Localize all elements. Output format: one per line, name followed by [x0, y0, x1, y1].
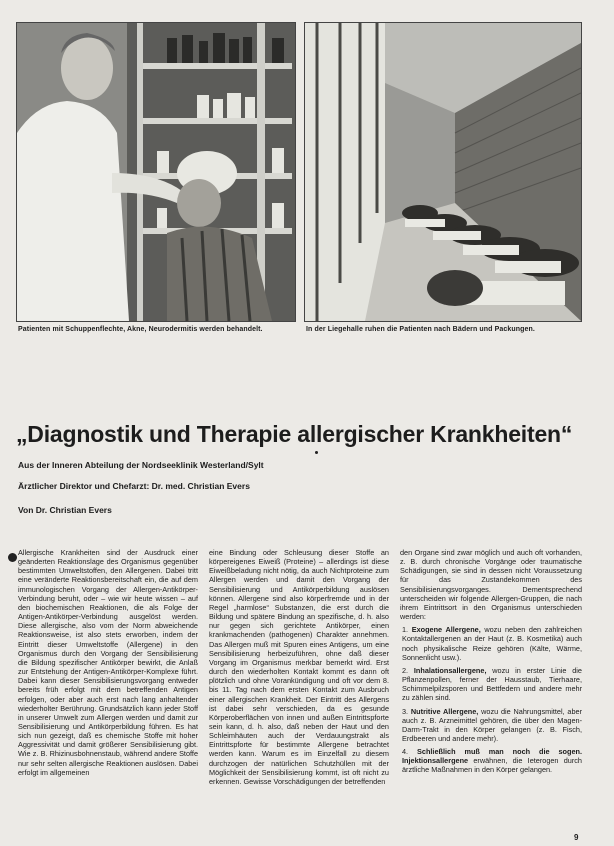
- author-line: Von Dr. Christian Evers: [18, 505, 112, 515]
- list-lead: Exogene Allergene,: [411, 625, 481, 635]
- page-number: 9: [574, 833, 579, 842]
- list-number: 1.: [402, 625, 409, 635]
- list-lead: Schließlich muß man noch die sogen. Injektionsallergene: [402, 747, 582, 766]
- list-lead: Nutritive Allergene,: [410, 706, 479, 716]
- director-line: Ärztlicher Direktor und Chefarzt: Dr. med. Christian Evers: [18, 481, 250, 491]
- paragraph: eine Bindung oder Schleusung dieser Stoffe an körpereigenes Eiweiß (Proteine) – allerdings ist diese Eiweißbeladung nicht nötig, da auch Nichtproteine zum Allergen werden und damit den Vorgang der Sensibilisierung und Antikörperbildung auslösen können. Allergene sind also körperfremde und in der Regel „harmlose“ Substanzen, die erst durch die Bildung und spätere Bindung an spezifische, d. h. also nur gegen sich gerichtete Antikörper, einen krankmachenden (pathogenen) Charakter annehmen. Das Allergen muß mit Spuren eines Antigens, um eine Sensibilisierung herbeizuführen, ohne daß dieser Vorgang im Organismus merkbar bemerkt wird. Erst durch den wiederholten Kontakt kommt es dann oft plötzlich und ohne Vorankündigung und oft vor dem 8. bis 11. Tag nach dem ersten Kontakt zum Ausbruch einer allergischen Krankheit. Der Eintritt des Allergens ist dabei sehr verschieden, da es gesunde Körperoberflächen von innen und außen Eintrittspforte sein kann, d. h. also, daß neben der Haut und den Schleimhäuten auch der Verdauungstrakt als Eintrittspforte für bestimmte Allergene betrachtet werden kann. Warum es im Einzelfall zu diesem durchzogen der natürlichen Schutzhüllen mit der Möglichkeit der Sensibilisierung kommt, ist oft nicht zu erkennen. Gewisse Vorschädigungen der betreffenden: [209, 548, 389, 786]
- photo-doctor-patient: [16, 22, 296, 322]
- department-line: Aus der Inneren Abteilung der Nordseeklinik Westerland/Sylt: [18, 460, 264, 470]
- text-column-1: [18, 548, 198, 833]
- list-text: erwähnen, die Ieterogen durch ärztliche Maßnahmen in den Körper gelangen.: [402, 756, 582, 775]
- paragraph: Allergische Krankheiten sind der Ausdruck einer geänderten Reaktionslage des Organismus gegenüber bestimmten Umweltstoffen, den Allergenen. Dabei tritt eine veränderte Reaktionsbereitschaft ein, die auf dem immunologischen Vorgang der Allergen-Antikörper-Verbindung beruht, oder – wie wir heute wissen – auf den biochemischen Reaktionen, die als Folge der Antigen-Antikörper-Verbindung ausgelöst werden. Diese allergische, also vom der Norm abweichende Reaktionsweise, ist also stets erworben, indem der Eintritt dieser Umweltstoffe (Allergene) in den Organismus durch den Vorgang der Sensibilisierung die Bildung spezifischer Antikörper bewirkt, die Anlaß zur Entstehung der Antigen-Antikörper-Komplexe führt. Dabei kann dieser Sensibilisierungsvorgang entweder bereits früh erfolgt mit dem betreffenden Antigen erfolgen, oder aber auch erst nach lang anhaltender wiederholter Berührung. Grundsätzlich kann jeder Stoff in unserer Umwelt zum Allergen werden und damit zur Sensibilisierung und Antikörperbildung führen. Es hat sich nun gezeigt, daß es chemische Stoffe mit hoher Aggressivität und damit größerer Sensibilisierung gibt. Wie z. B. Rhizinusbohnenstaub, während andere Stoffe nur sehr selten allergische Reaktionen auslösen. Dabei erfolgt im allgemeinen: [18, 548, 198, 777]
- caption-right: In der Liegehalle ruhen die Patienten nach Bädern und Packungen.: [306, 326, 535, 333]
- text-column-3: [400, 548, 582, 833]
- list-number: 4.: [402, 747, 409, 757]
- list-item: [400, 707, 582, 744]
- list-item: [400, 625, 582, 662]
- list-number: 2.: [402, 665, 409, 675]
- caption-left: Patienten mit Schuppenflechte, Akne, Neurodermitis werden behandelt.: [18, 326, 263, 333]
- photo-rest-hall: [304, 22, 582, 322]
- list-text: wozu die Nahrungsmittel, aber auch z. B. Arzneimittel gehören, die über den Magen-Darm-Trakt in den Körper gelangen (z. B. Fisch, Erdbeeren und andere mehr).: [402, 706, 582, 743]
- list-item: [400, 666, 582, 703]
- text-column-2: [209, 548, 389, 833]
- list-text: wozu neben den zahlreichen Kontaktallergenen an der Haut (z. B. Kosmetika) auch noch physikalische Reize gehören (Kälte, Wärme, Sonnenlicht usw.).: [402, 625, 582, 662]
- article-title: „Diagnostik und Therapie allergischer Krankheiten“: [16, 421, 573, 447]
- list-text: wozu in erster Linie die Pflanzenpollen, ferner der Hausstaub, Tierhaare, Schimmelpilzsporen und Bettfedern und andere mehr zu zählen sind.: [402, 665, 582, 703]
- ink-speck: [315, 451, 318, 454]
- allergen-groups-list: [400, 625, 582, 774]
- list-lead: Inhalationsallergene,: [413, 665, 487, 675]
- list-item: [400, 747, 582, 774]
- paragraph: den Organe sind zwar möglich und auch oft vorhanden, z. B. durch chronische Vorgänge oder traumatische Schädigungen, sie sind in dessen nicht Voraussetzung für das Zustandekommen des Sensibilisierungsvorganges. Dementsprechend unterscheiden wir folgende Allergen-Gruppen, die nach ihrem Eintrittsort in den Organismus unterschieden werden:: [400, 548, 582, 622]
- punch-hole-mark: [8, 553, 17, 562]
- list-number: 3.: [402, 706, 409, 716]
